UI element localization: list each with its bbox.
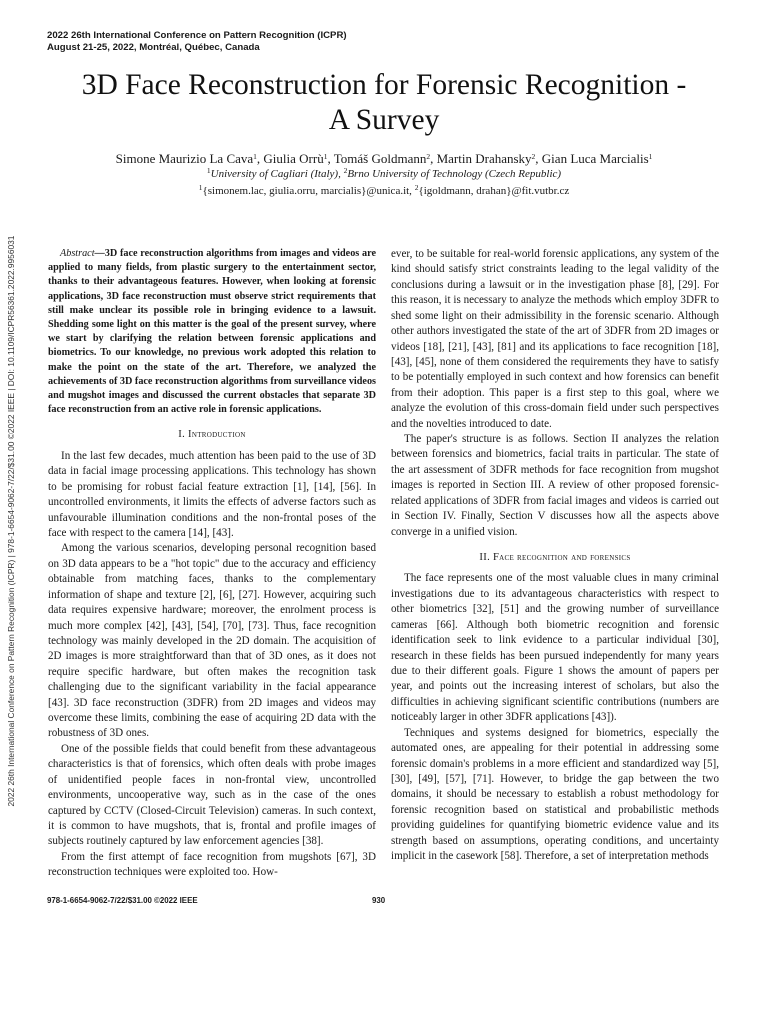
abstract-lead: Abstract — [60, 248, 95, 259]
title-line-2: A Survey — [328, 103, 440, 136]
title-line-1: 3D Face Reconstruction for Forensic Recognition - — [81, 69, 687, 101]
paragraph: ever, to be suitable for real-world forensic applications, any system of the kind should satisfy strict constraints leading to the legal validity of the conclusions during a lawsuit or in the investigation phase [8], [29]. For this reason, it is necessary to analyze the methods which employ 3DFR to shed some light on their admissibility in the forensic scenario. Although other authors investigated the state of the art of 3DFR from 2D images or videos [18], [21], [43], [81] and its applications to face recognition [18], [43], [45], none of them considered the requirements they have to satisfy to be potentially employed in such context and how forensics can benefit from their adoption. This paper is a first step to this goal, where we analyze the evolution of this cross-domain field under such perspectives and the novelties introduced to date. — [391, 248, 719, 430]
abstract — [48, 247, 376, 417]
abstract-text: —3D face reconstruction algorithms from images and videos are applied to many fields, from plastic surgery to the entertainment sector, thanks to their advantageous features. However, when looking at forensic applications, 3D face reconstruction must observe strict requirements that still make unclear its possible role in bringing evidence to a lawsuit. Shedding some light on this matter is the goal of the present survey, where we start by clarifying the relation between forensic applications and biometrics. To our knowledge, no previous work adopted this relation to make the point on the state of the art. Therefore, we analyzed the achievements of 3D face reconstruction algorithms from surveillance videos and mugshot images and discussed the current obstacles that separate 3D face reconstruction from an active role in forensic applications. — [48, 248, 376, 416]
paragraph: In the last few decades, much attention has been paid to the use of 3D data in facial image processing applications. This technology has shown to be promising for robust facial feature extraction [1], [14], [56]. In uncontrolled environments, it limits the effects of adverse factors such as unfavourable illumination conditions and the non-frontal poses of the face with respect to the camera [14], [43]. — [48, 449, 376, 539]
email-mark: 2 — [414, 183, 419, 192]
section-heading-introduction — [48, 427, 376, 442]
author-name: Tomáš Goldmann — [333, 151, 427, 166]
affil-mark: 2 — [343, 166, 348, 175]
paragraph: Techniques and systems designed for biometrics, especially the automated ones, are appealing for their potential in addressing some forensic domain's problems in a more efficient and standardized way [5], [30], [49], [57], [71]. However, to bridge the gap between the two domains, it should be necessary to establish a robust methodology for forensic recognition based on statistical and probabilistic methods providing guidelines for quantifying biometric evidence value and its strength based on assumptions, operating conditions, and uncertainty implicit in the casework [58]. Therefore, a set of interpretation methods — [391, 726, 719, 863]
paper-title — [0, 68, 768, 137]
doi-sidebar-text: 2022 26th International Conference on Pattern Recognition (ICPR) | 978-1-6654-9062-7/22/$31.00 ©2022 IEEE | DOI: 10.1109/ICPR56361.2022.9956031 — [6, 235, 16, 807]
email-group: {simonem.lac, giulia.orru, marcialis}@unica.it, — [202, 185, 412, 197]
section-numeral: II. — [479, 552, 491, 564]
right-column — [391, 247, 719, 864]
affiliation: Brno University of Technology (Czech Republic) — [347, 168, 562, 180]
author-affil-mark: 1 — [323, 152, 328, 161]
conference-header — [47, 30, 347, 53]
paragraph: The face represents one of the most valuable clues in many criminal investigations due to its advantageous characteristics with respect to other biometrics [32], [51] and the growing number of surveillance cameras [66]. Although both biometric recognition and forensic identification seek to link evidence to a particular individual [30], research in these fields has been pursued independently for many years due to their different goals. Figure 1 shows the amount of papers per year, and points out the increasing interest of scholars, but also the difficulties in achieving significant scientific contributions (numbers are noticeably larger in other 3DFR applications [43]). — [391, 572, 719, 724]
author-name: Simone Maurizio La Cava — [115, 151, 254, 166]
email-mark: 1 — [198, 183, 203, 192]
paragraph: One of the possible fields that could benefit from these advantageous characteristics is that of forensics, which often deals with probe images of unidentified people faces in non-frontal view, uncontrolled environments, uncooperative way, such as in the case of the ones captured by CCTV (Closed-Circuit Television) cameras. In such context, it is common to have mugshots, that is, frontal and profile images of subjects routinely captured by law enforcement agencies [38]. — [48, 742, 376, 848]
section-title: Introduction — [188, 429, 246, 441]
section-title: Face recognition and forensics — [492, 552, 631, 564]
section-numeral: I. — [178, 429, 186, 441]
author-affil-mark: 1 — [253, 152, 257, 161]
conference-name: 2022 26th International Conference on Pattern Recognition (ICPR) — [47, 30, 347, 41]
section-heading-face-recognition — [391, 550, 719, 565]
paragraph: From the first attempt of face recognition from mugshots [67], 3D reconstruction techniques were exploited too. How- — [48, 850, 376, 879]
page-number: 930 — [372, 896, 386, 905]
author-name: Giulia Orrù — [263, 151, 324, 166]
paragraph: The paper's structure is as follows. Section II analyzes the relation between forensics and biometrics, facial traits in particular. The state of the art assessment of 3DFR methods for face recognition from mugshot images is reported in Section III. A review of other proposed forensic-related applications of 3DFR from facial images and videos is carried out in Section IV. Finally, Section V discusses how all the aspects above converge in a unified vision. — [391, 433, 719, 538]
affiliation: University of Cagliari (Italy), — [210, 168, 341, 180]
email-group: {igoldmann, drahan}@fit.vutbr.cz — [418, 185, 570, 197]
author-name: Martin Drahansky — [436, 151, 532, 166]
author-affil-mark: 1 — [648, 152, 653, 161]
footer-isbn: 978-1-6654-9062-7/22/$31.00 ©2022 IEEE — [47, 896, 198, 905]
author-affil-mark: 2 — [426, 152, 431, 161]
author-name: Gian Luca Marcialis — [541, 151, 649, 166]
author-list: Simone Maurizio La Cava$^1$, Giulia Orrù$^1$, Tomáš Goldmann$^2$, Martin Drahansky$^2$, Gian Luca Marcialis$^1$ — [115, 151, 653, 166]
author-affil-mark: 2 — [531, 152, 536, 161]
author-emails — [0, 184, 768, 198]
paragraph: Among the various scenarios, developing personal recognition based on 3D data appears to be a "hot topic" due to the accuracy and efficiency obtainable from matching faces, thanks to the complementary information of shape and texture [2], [6], [27]. However, acquiring such data requires expensive hardware; moreover, the enrolment process is much more complex [42], [43], [54], [70], [73]. Thus, face recognition technology was mainly developed in the 2D domain. The acquisition of 2D images is more straightforward than that of 3D ones, as it does not require specific hardware, but often makes the recognition task challenging due to the significant variability in the facial appearance [43]. 3D face reconstruction (3DFR) from 2D images and videos may overcome these limits, combining the ease of acquiring 2D data with the robustness of 3D ones. — [48, 542, 376, 740]
affiliations — [0, 167, 768, 181]
doi-sidebar — [4, 210, 18, 832]
affil-mark: 1 — [206, 166, 211, 175]
left-column — [48, 247, 376, 881]
conference-date-location: August 21-25, 2022, Montréal, Québec, Canada — [47, 41, 260, 53]
